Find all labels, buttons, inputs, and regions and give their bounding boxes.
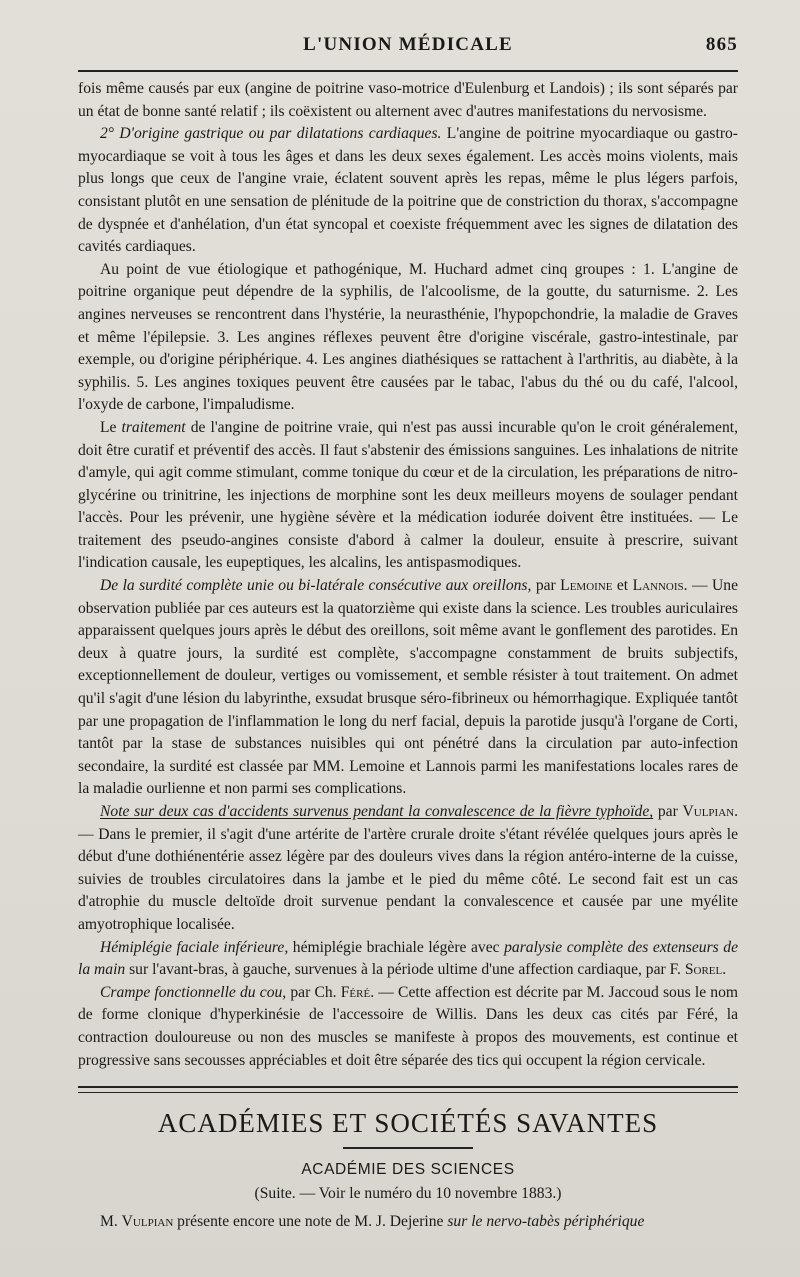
paragraph-5-title: De la surdité complète unie ou bi-latérale consécutive aux oreillons, [100,577,532,595]
paragraph-8-text: . — Cette affection est décrite par M. Jaccoud sous le nom de forme clonique d'hyperkinésie de l'accessoire de Willis. Dans les deux cas cités par Féré, la contraction douloureuse ou non des muscles se manifeste à propos des mouvements, est continue et progressive sans secousses appréciables et doit être séparée des tics qui occupent la région cervicale. [78,983,739,1069]
paragraph-4-text: de l'angine de poitrine vraie, qui n'est pas aussi incurable qu'on le croit généralement, doit être curatif et préventif des accès. Il faut s'abstenir des émissions sanguines. Les inhalations de nitrite d'amyle, qui agit comme stimulant, comme tonique du cœur et de la circulation, les préparations de nitro-glycérine ou trinitrine, les injections de morphine sont les deux meilleurs moyens de soulager pendant l'accès. Pour les prévenir, une hygiène sévère et la médication iodurée doivent être instituées. — Le traitement des pseudo-angines consiste d'abord à calmer la douleur, ensuite à prescrire, suivant l'indication causale, les eupeptiques, les alcalins, les antispasmodiques. [78,418,738,572]
section-title: ACADÉMIES ET SOCIÉTÉS SAVANTES [157,1108,659,1139]
paragraph-8 [78,982,738,1072]
article-body [78,78,738,1072]
journal-title: L'UNION MÉDICALE [303,34,513,55]
paragraph-5-text: . — Une observation publiée par ces auteurs est la quatorzième qui existe dans la science. Les troubles auriculaires apparaissent quelques jours après le début des oreillons, soit même avant le gonflement des parotides. En deux à quatre jours, la surdité est complète, s'accompagne constamment de bruits subjectifs, exceptionnellement de douleur, vertiges ou vomissement, et semble résister à tout traitement. On admet qu'il s'agit d'une lésion du labyrinthe, exsudat brusque séro-fibrineux ou hémorrhagique. Expliquée tantôt par une propagation de l'inflammation le long du nerf facial, depuis la parotide jusqu'à l'organe de Corti, tantôt par la stase de substances nuisibles qui ont pénétré dans la circulation par auto-infection secondaire, la surdité est classée par MM. Lemoine et Lannois parmi les manifestations locales rares de la maladie ourlienne et non parmi ses complications. [78,577,738,798]
paragraph-2-text: L'angine de poitrine myocardiaque ou gastro-myocardiaque se voit à tous les âges et dans les deux sexes également. Les accès moins violents, mais plus longs que ceux de l'angine vraie, éclatent souvent après les repas, même le plus légers parfois, consistant plutôt en une sensation de plénitude de la poitrine que de constriction du thorax, s'accompagne de dyspnée et d'anhélation, d'un état syncopal et coexiste fréquemment avec les signes de dilatation des cavités cardiaques. [78,125,739,256]
page-number: 865 [705,34,738,55]
paragraph-7-end: . [722,961,727,979]
paragraph-3: Au point de vue étiologique et pathogénique, M. Huchard admet cinq groupes : 1. L'angine de poitrine organique peut dépendre de la syphilis, de l'alcoolisme, de la goutte, du saturnisme. 2. Les angines nerveuses se rencontrent dans l'hystérie, la neurasthénie, l'hypopchondrie, la maladie de Graves et même l'épilepsie. 3. Les angines réflexes peuvent être d'origine viscérale, gastro-intestinale, par exemple, ou d'origine périphérique. 4. Les angines diathésiques se rattachent à l'arthritis, au diabète, à la syphilis. 5. Les angines toxiques peuvent être causées par le tabac, l'abus du thé ou du café, l'alcool, l'oxyde de carbone, l'impaludisme. [78,260,738,414]
closing-mid: présente encore une note de M. J. Dejerine [173,1213,448,1231]
closing-author: Vulpian [121,1213,174,1231]
closing-prefix: M. [100,1213,122,1231]
paragraph-6-title: Note sur deux cas d'accidents survenus pendant la convalescence de la fièvre typhoïde, [100,803,654,820]
paragraph-8-title: Crampe fonctionnelle du cou, [100,983,287,1001]
paragraph-6 [78,801,738,937]
paragraph-5-author-1: Lemoine [560,577,613,595]
paragraph-1: fois même causés par eux (angine de poitrine vaso-motrice d'Eulenburg et Landois) ; ils sont séparés par un état de bonne santé relatif ; ils coëxistent ou alternent avec d'autres manifestations du nervosisme. [78,80,738,120]
paragraph-7-mid: hémiplégie brachiale légère avec [288,938,505,956]
section-divider [78,1086,738,1093]
paragraph-2-lead: 2° D'origine gastrique ou par dilatations cardiaques. [100,125,442,143]
paragraph-6-by: par [653,803,683,820]
continuation-note: (Suite. — Voir le numéro du 10 novembre 1883.) [254,1185,562,1203]
paragraph-8-author: Féré [340,983,371,1001]
running-head [78,28,738,62]
paragraph-8-by: par Ch. [286,983,341,1001]
paragraph-2 [78,123,738,259]
paragraph-5 [78,575,738,801]
header-rule [78,70,738,72]
paragraph-5-and: et [612,577,633,595]
closing-line [78,1213,738,1231]
paragraph-4 [78,417,738,575]
paragraph-7-emphasis: paralysie complète des extenseurs de la main [78,938,739,979]
paragraph-5-author-2: Lannois [632,577,684,595]
paragraph-5-by: par [531,577,561,595]
paragraph-7-title: Hémiplégie faciale inférieure, [100,938,289,956]
paragraph-7 [78,937,738,982]
paragraph-7-text: sur l'avant-bras, à gauche, survenues à la période ultime d'une affection cardiaque, par F. [125,961,685,979]
paragraph-4-emphasis: traitement [121,418,186,436]
paragraph-6-text: . — Dans le premier, il s'agit d'une artérite de l'artère crurale droite s'étant révélée quelques jours après le début d'une dothiénentérie assez légère par des douleurs vives dans la région antéro-interne de la cuisse, suivies de troubles circulatoires dans la jambe et le pied du même côté. Le second fait est un cas d'atrophie du muscle deltoïde droit survenue pendant la convalescence et causée par une myélite amyotrophique localisée. [78,803,738,933]
closing-emphasis: sur le nervo-tabès périphérique [447,1213,645,1231]
paragraph-4-pre: Le [100,418,122,436]
paragraph-6-author: Vulpian [682,803,735,820]
subsection-title: ACADÉMIE DES SCIENCES [301,1161,515,1179]
paragraph-7-author: Sorel [684,961,723,979]
section-title-rule [343,1147,473,1149]
